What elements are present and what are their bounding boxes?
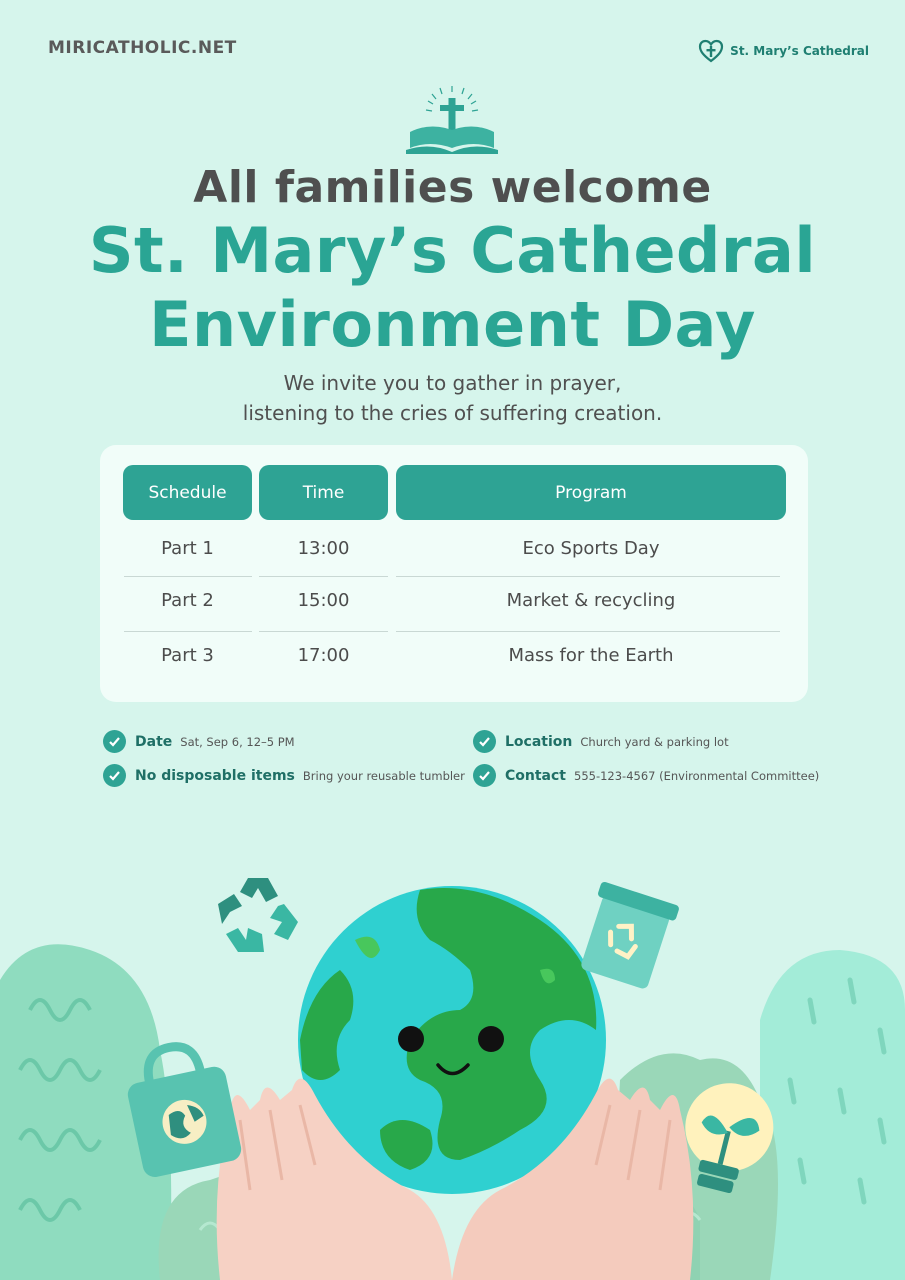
check-icon [473,764,496,787]
contact-label: Contact [505,767,566,784]
info-date [103,730,295,753]
invitation-text [0,368,905,428]
date-value: Sat, Sep 6, 12–5 PM [180,734,295,749]
header-time: Time [259,465,388,520]
recycle-icon [218,878,298,952]
header-schedule: Schedule [123,465,252,520]
schedule-table [100,445,808,702]
earth-illustration [0,860,905,1280]
row3-time: 17:00 [297,645,350,666]
row1-part: Part 1 [161,538,214,559]
row2-time: 15:00 [297,590,350,611]
info-disposable [103,764,465,787]
heart-cross-icon [698,38,724,64]
site-name: MIRICATHOLIC.NET [48,38,237,58]
check-icon [473,730,496,753]
contact-value: 555-123-4567 (Environmental Committee) [574,768,820,783]
row2-part: Part 2 [161,590,214,611]
header-program: Program [396,465,786,520]
event-title-line2: Environment Day [149,288,756,361]
info-location [473,730,729,753]
row3-program: Mass for the Earth [508,645,674,666]
invitation-line2: listening to the cries of suffering creation. [242,401,663,425]
location-label: Location [505,733,573,750]
info-contact [473,764,819,787]
event-title-line1: St. Mary’s Cathedral [88,214,817,287]
row3-part: Part 3 [161,645,214,666]
date-label: Date [135,733,173,750]
brand-name: St. Mary’s Cathedral [730,44,869,58]
check-icon [103,764,126,787]
welcome-heading: All families welcome [193,162,712,213]
disposable-value: Bring your reusable tumbler [302,768,465,783]
row1-time: 13:00 [297,538,350,559]
location-value: Church yard & parking lot [580,734,729,749]
row2-program: Market & recycling [506,590,676,611]
check-icon [103,730,126,753]
invitation-line1: We invite you to gather in prayer, [283,371,622,395]
row1-program: Eco Sports Day [522,538,660,559]
bible-cross-icon [402,84,502,158]
brand-logo [698,38,869,64]
disposable-label: No disposable items [135,767,295,784]
